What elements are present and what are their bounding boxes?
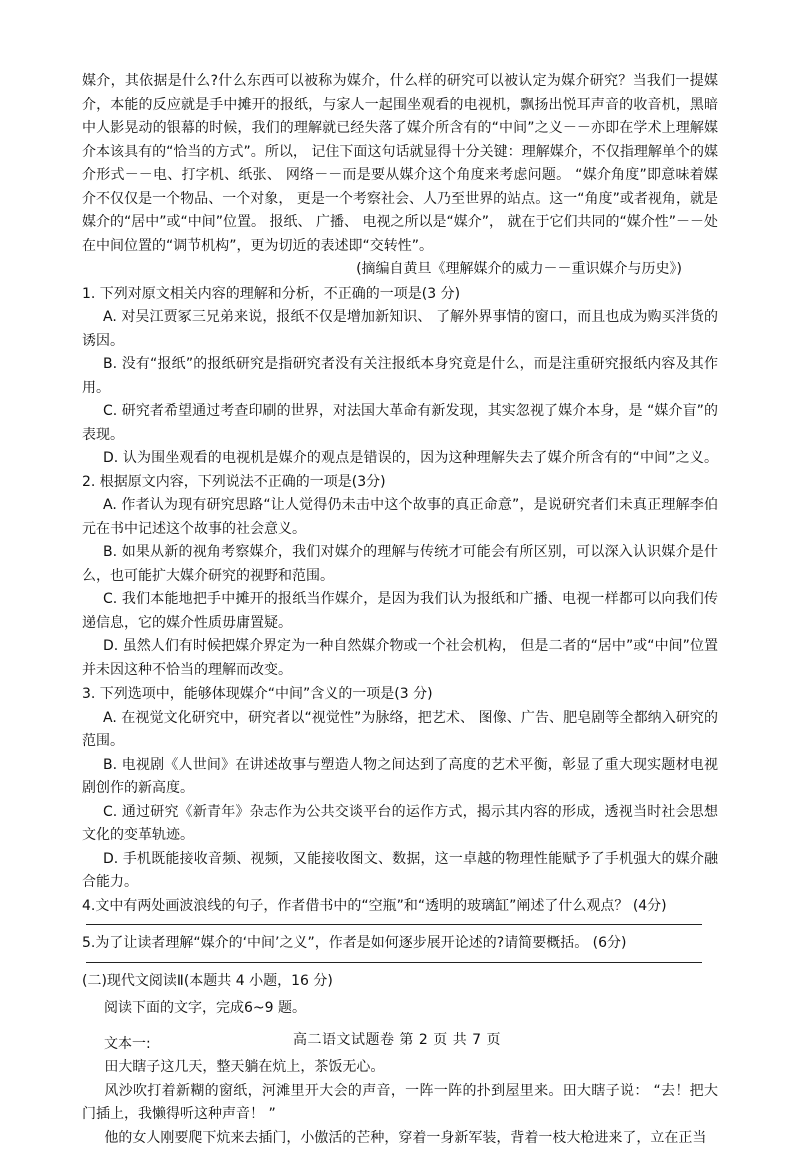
question-2-option-b: B. 如果从新的视角考察媒介，我们对媒介的理解与传统才可能会有所区别，可以深入认识媒介是什么，也可能扩大媒介研究的视野和范围。 (82, 541, 718, 588)
section-instruction: 阅读下面的文字，完成6~9 题。 (82, 997, 718, 1021)
question-4: 4.文中有两处画波浪线的句子，作者借书中的“空瓶”和“透明的玻璃缸”阐述了什么观点？ (4分) (82, 895, 718, 919)
question-3-option-d: D. 手机既能接收音频、视频，又能接收图文、数据，这一卓越的物理性能赋予了手机强大的媒介融合能力。 (82, 848, 718, 895)
question-1-option-d: D. 认为围坐观看的电视机是媒介的观点是错误的，因为这种理解失去了媒介所含有的“中间”之义。2. 根据原文内容，下列说法不正确的一项是(3分) (82, 447, 718, 494)
answer-line-5 (86, 962, 702, 963)
intro-paragraph: 媒介，其依据是什么?什么东西可以被称为媒介，什么样的研究可以被认定为媒介研究？当我们一提媒介，本能的反应就是手中摊开的报纸，与家人一起围坐观看的电视机，飘扬出悦耳声音的收音机，黑暗中人影晃动的银幕的时候，我们的理解就已经失落了媒介所含有的“中间”之义－－亦即在学术上理解媒介本该具有的“恰当的方式”。所以， 记住下面这句话就显得十分关键：理解媒介，不仅指理解单个的媒介形式－－电、打字机、纸张、 网络－－而是要从媒介这个角度来考虑问题。 “媒介角度”即意味着媒介不仅仅是一个物品、一个对象， 更是一个考察社会、人乃至世界的站点。这一“角度”或者视角，就是媒介的“居中”或“中间”位置。 报纸、 广播、 电视之所以是“媒介”， 就在于它们共同的“媒介性”－－处在中间位置的“调节机构”，更为切近的表述即“交转性”。 (82, 70, 718, 258)
page-footer: 高二语文试题卷 第 2 页 共 7 页 (0, 1029, 794, 1049)
story-line-1: 田大瞎子这几天，整天躺在炕上，茶饭无心。 (82, 1056, 718, 1080)
story-line-3: 他的女人刚要爬下炕来去插门，小傲活的芒种，穿着一身新军装，背着一枝大枪进来了，立在正当 (82, 1127, 718, 1150)
question-3-option-c: C. 通过研究《新青年》杂志作为公共交谈平台的运作方式，揭示其内容的形成，透视当时社会思想文化的变革轨迹。 (82, 801, 718, 848)
text-label: 文本一: (82, 1033, 718, 1057)
citation: (摘编自黄旦《理解媒介的威力－－重识媒介与历史》) (82, 258, 718, 282)
story-line-2: 风沙吹打着新糊的窗纸，河滩里开大会的声音，一阵一阵的扑到屋里来。田大瞎子说： “去！把大门插上，我懒得听这种声音！ ” (82, 1080, 718, 1127)
question-1-option-a: A. 对吴江贾冢三兄弟来说，报纸不仅是增加新知识、 了解外界事情的窗口，而且也成为购买泮货的诱因。 (82, 306, 718, 353)
question-1-option-c: C. 研究者希望通过考查印刷的世界，对法国大革命有新发现，其实忽视了媒介本身，是 “媒介盲”的表现。 (82, 400, 718, 447)
question-2-option-d: D. 虽然人们有时候把媒介界定为一种自然媒介物或一个社会机构， 但是二者的“居中”或“中间”位置并未因这种不恰当的理解而改变。 (82, 635, 718, 682)
section-heading: (二)现代文阅读Ⅱ(本题共 4 小题，16 分) (82, 970, 718, 994)
question-2-option-a: A. 作者认为现有研究思路“让人觉得仍未击中这个故事的真正命意”，是说研究者们未真正理解李伯元在书中记述这个故事的社会意义。 (82, 494, 718, 541)
answer-line-4 (86, 924, 702, 925)
question-5: 5.为了让读者理解“媒介的‘中间’之义”，作者是如何逐步展开论述的?请简要概括。 (6分) (82, 932, 718, 956)
question-3-option-a: A. 在视觉文化研究中，研究者以“视觉性”为脉络，把艺术、 图像、广告、肥皂剧等全都纳入研究的范围。 (82, 707, 718, 754)
question-1-option-b: B. 没有“报纸”的报纸研究是指研究者没有关注报纸本身究竟是什么，而是注重研究报纸内容及其作用。 (82, 353, 718, 400)
question-2-option-c: C. 我们本能地把手中摊开的报纸当作媒介，是因为我们认为报纸和广播、电视一样都可以向我们传递信息，它的媒介性质毋庸置疑。 (82, 588, 718, 635)
question-3-stem: 3. 下列选项中，能够体现媒介“中间”含义的一项是(3 分) (82, 683, 718, 707)
question-1 (82, 283, 718, 495)
question-3-option-b: B. 电视剧《人世间》在讲述故事与塑造人物之间达到了高度的艺术平衡，彰显了重大现实题材电视剧创作的新高度。 (82, 754, 718, 801)
exam-page (82, 70, 718, 1150)
question-1-stem: 1. 下列对原文相关内容的理解和分析，不正确的一项是(3 分) (82, 283, 718, 307)
question-3 (82, 683, 718, 895)
question-2 (82, 494, 718, 682)
